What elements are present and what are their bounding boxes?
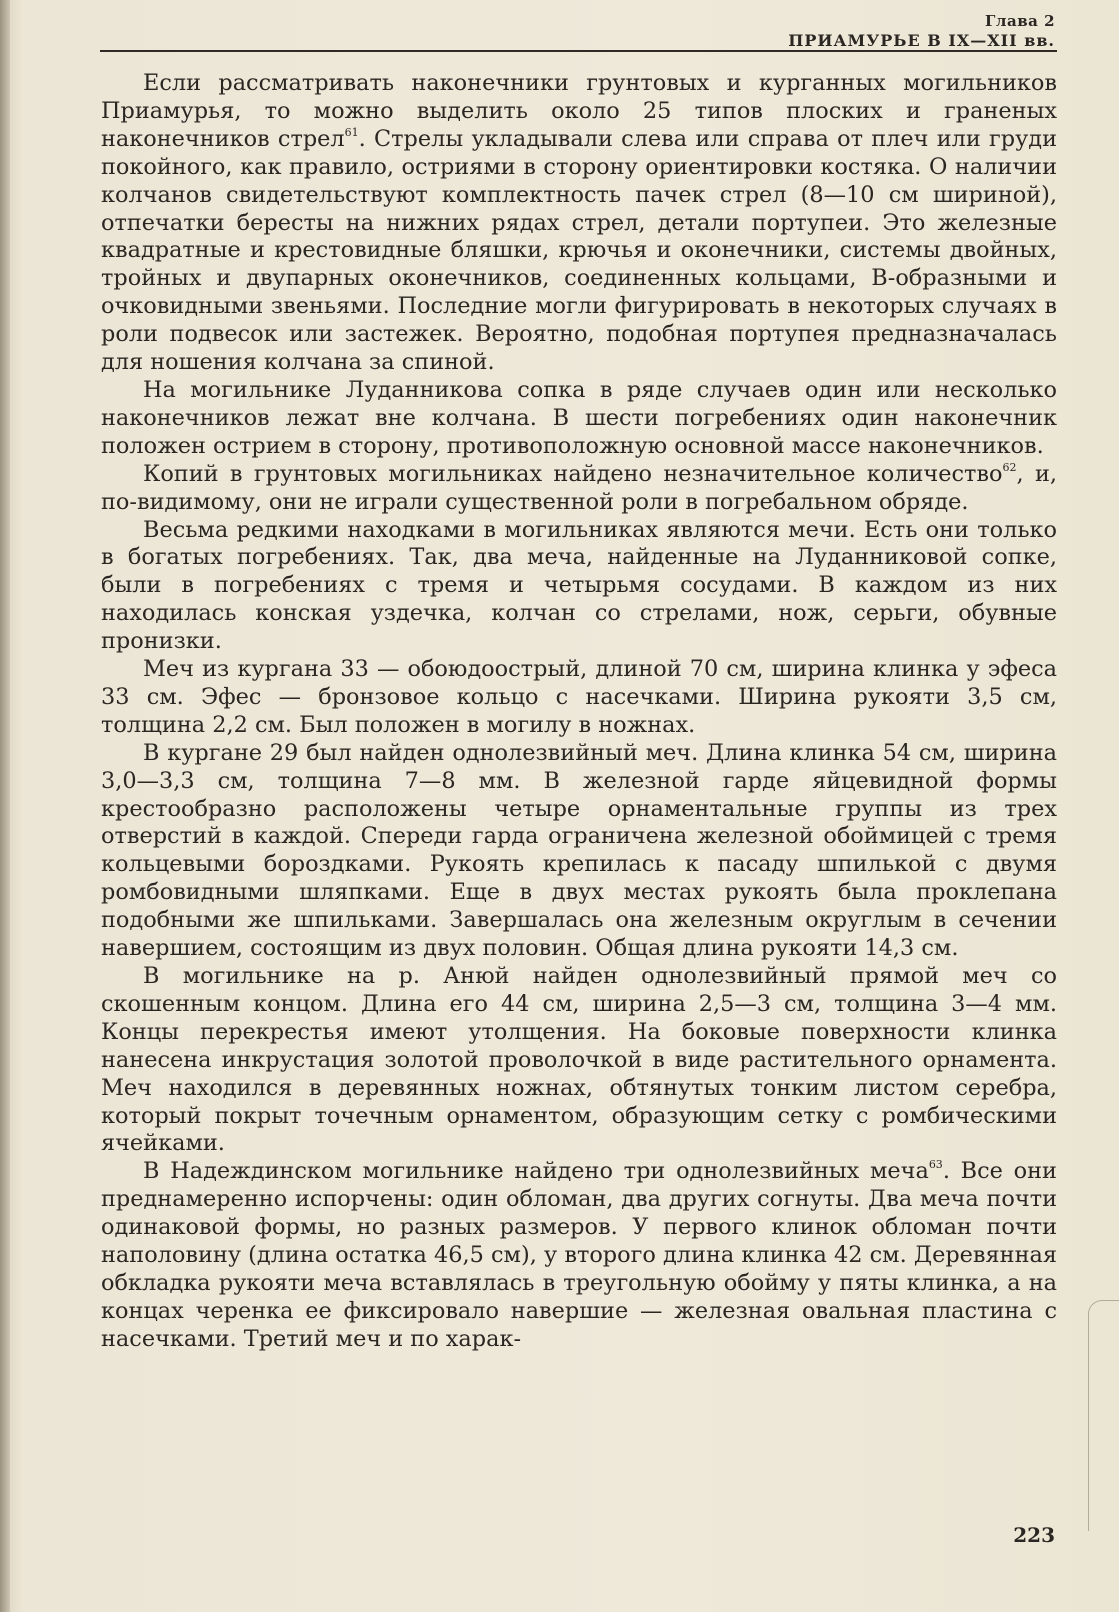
page-edge-mark	[1088, 1300, 1119, 1531]
page-number: 223	[1013, 1523, 1055, 1547]
footnote-ref[interactable]: 63	[928, 1158, 943, 1172]
chapter-title: ПРИАМУРЬЕ В IX—XII вв.	[788, 31, 1055, 50]
paragraph: Если рассматривать наконечники грунтовых и курганных могильников Приамурья, то можно выделить около 25 типов плоских и граненых наконечников стрел$^{61}$. Стрелы укладывали слева или справа от плеч или груди покойного, как правило, остриями в сторону ориентировки костяка. О наличии колчанов свидетельствуют комплектность пачек стрел (8—10 см шириной), отпечатки бересты на нижних рядах стрел, детали портупеи. Это железные квадратные и крестовидные бляшки, крючья и оконечники, системы двойных, тройных и двупарных оконечников, соединенных кольцами, В-образными и очковидными звеньями. Последние могли фигурировать в некоторых случаях в роли подвесок или застежек. Вероятно, подобная портупея предназначалась для ношения колчана за спиной.	[101, 70, 1057, 376]
running-head	[788, 12, 1055, 50]
chapter-label: Глава 2	[985, 12, 1055, 30]
paragraph: На могильнике Луданникова сопка в ряде случаев один или несколько наконечников лежат вне колчана. В шести погребениях один наконечник положен острием в сторону, противоположную основной массе наконечников.	[101, 376, 1057, 459]
paragraph: Меч из кургана 33 — обоюдоострый, длиной 70 см, ширина клинка у эфеса 33 см. Эфес — бронзовое кольцо с насечками. Ширина рукояти 3,5 см, толщина 2,2 см. Был положен в могилу в ножнах.	[101, 656, 1057, 738]
footnote-ref[interactable]: 61	[344, 125, 359, 139]
footnote-ref[interactable]: 62	[1002, 460, 1017, 474]
paragraph: В могильнике на р. Анюй найден однолезвийный прямой меч со скошенным концом. Длина его 44 см, ширина 2,5—3 см, толщина 3—4 мм. Концы перекрестья имеют утолщения. На боковые поверхности клинка нанесена инкрустация золотой проволочкой в виде растительного орнамента. Меч находился в деревянных ножнах, обтянутых тонким листом серебра, который покрыт точечным орнаментом, образующим сетку с ромбическими ячейками.	[101, 963, 1057, 1157]
paragraph: Копий в грунтовых могильниках найдено незначительное количество$^{62}$, и, по-видимому, они не играли существенной роли в погребальном обряде.	[101, 460, 1057, 515]
header-rule	[100, 50, 1057, 52]
paragraph: В Надеждинском могильнике найдено три однолезвийных меча$^{63}$. Все они преднамеренно испорчены: один обломан, два других согнуты. Два меча почти одинаковой формы, но разных размеров. У первого клинок обломан почти наполовину (длина остатка 46,5 см), у второго длина клинка 42 см. Деревянная обкладка рукояти меча вставлялась в треугольную обойму у пяты клинка, а на концах черенка ее фиксировало навершие — железная овальная пластина с насечками. Третий меч и по харак-	[101, 1158, 1057, 1352]
page-spine-shadow	[0, 0, 10, 1612]
body-text	[101, 70, 1057, 1354]
paragraph: В кургане 29 был найден однолезвийный меч. Длина клинка 54 см, ширина 3,0—3,3 см, толщина 7—8 мм. В железной гарде яйцевидной формы крестообразно расположены четыре орнаментальные группы из трех отверстий в каждой. Спереди гарда ограничена железной обоймицей с тремя кольцевыми бороздками. Рукоять крепилась к пасаду шпилькой с двумя ромбовидными шляпками. Еще в двух местах рукоять была проклепана подобными же шпильками. Завершалась она железным округлым в сечении навершием, состоящим из двух половин. Общая длина рукояти 14,3 см.	[101, 739, 1057, 962]
paragraph: Весьма редкими находками в могильниках являются мечи. Есть они только в богатых погребениях. Так, два меча, найденные на Луданниковой сопке, были в погребениях с тремя и четырьмя сосудами. В каждом из них находилась конская уздечка, колчан со стрелами, нож, серьги, обувные пронизки.	[101, 516, 1057, 655]
